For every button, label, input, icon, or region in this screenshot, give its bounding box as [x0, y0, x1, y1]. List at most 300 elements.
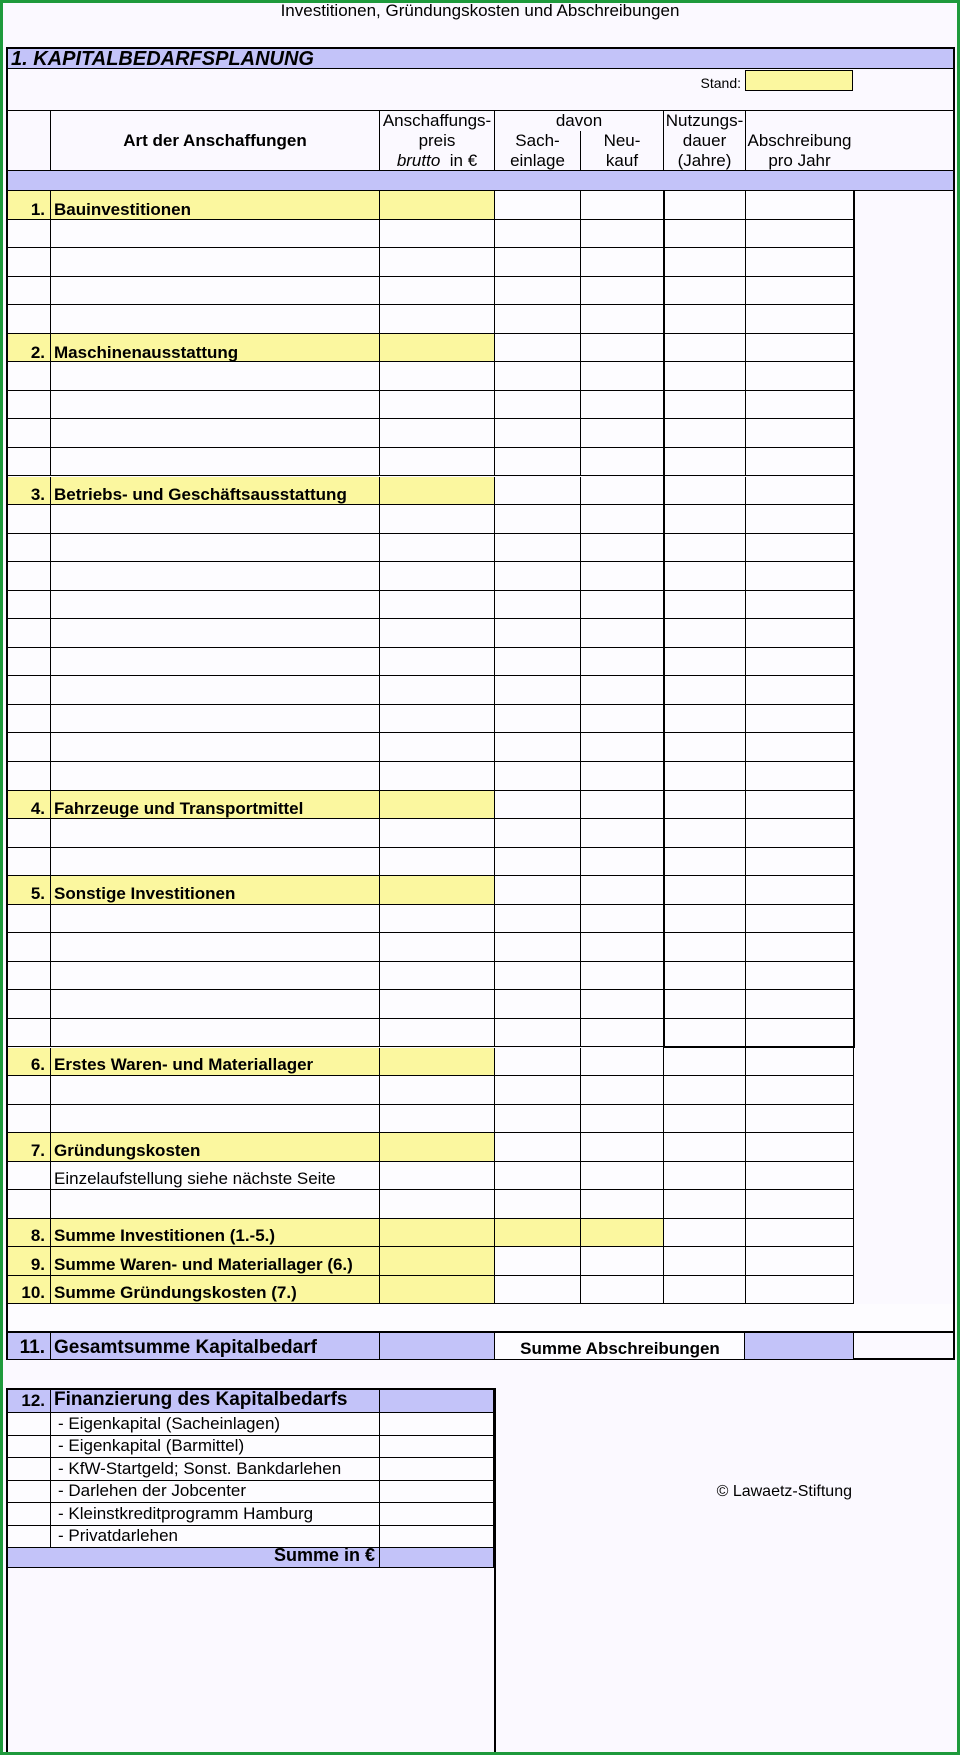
amount-cell[interactable]: [380, 277, 495, 306]
amount-cell[interactable]: [495, 334, 581, 363]
amount-cell[interactable]: [664, 1190, 746, 1219]
amount-cell[interactable]: [746, 591, 854, 620]
amount-cell[interactable]: [746, 1219, 854, 1248]
amount-cell[interactable]: [380, 1162, 495, 1191]
amount-cell[interactable]: [495, 1105, 581, 1134]
amount-cell[interactable]: [495, 819, 581, 848]
amount-cell[interactable]: [380, 591, 495, 620]
amount-cell[interactable]: [495, 391, 581, 420]
amount-cell[interactable]: [746, 933, 854, 962]
row-number-cell: [8, 648, 51, 677]
financing-label-cell: [8, 1413, 51, 1436]
amount-cell[interactable]: [581, 220, 664, 249]
row-number-cell: [8, 1076, 51, 1105]
row-label-cell: [51, 648, 380, 677]
amount-cell[interactable]: [380, 962, 495, 991]
amount-cell[interactable]: [380, 419, 495, 448]
row-number-cell: [8, 277, 51, 306]
amount-cell[interactable]: [664, 1276, 746, 1305]
amount-cell[interactable]: [380, 762, 495, 791]
amount-cell[interactable]: [664, 391, 746, 420]
amount-cell[interactable]: [581, 705, 664, 734]
stand-input[interactable]: [745, 70, 853, 91]
amount-cell[interactable]: [495, 648, 581, 677]
amount-cell[interactable]: [746, 648, 854, 677]
category-label: Gründungskosten: [54, 1141, 201, 1160]
row-number-cell: [8, 248, 51, 277]
amount-cell[interactable]: [664, 334, 746, 363]
amount-cell[interactable]: [495, 477, 581, 506]
row-number-cell: [8, 619, 51, 648]
amount-cell[interactable]: [746, 819, 854, 848]
amount-cell[interactable]: [746, 791, 854, 820]
header-nutz-1: Nutzungs-: [665, 111, 744, 130]
sum-number: 10.: [21, 1283, 45, 1302]
amount-cell[interactable]: [664, 905, 746, 934]
amount-cell[interactable]: [495, 762, 581, 791]
total-abschreibungen-label: Summe Abschreibungen: [520, 1339, 720, 1358]
amount-cell[interactable]: [581, 962, 664, 991]
amount-cell[interactable]: [495, 705, 581, 734]
amount-cell[interactable]: [495, 591, 581, 620]
amount-cell[interactable]: [495, 191, 581, 220]
row-label-cell: [51, 1190, 380, 1219]
page-title: Investitionen, Gründungskosten und Abschreibungen: [280, 1, 680, 20]
amount-cell[interactable]: [495, 220, 581, 249]
sum-number: 8.: [30, 1226, 45, 1245]
category-label: Betriebs- und Geschäftsausstattung: [54, 485, 347, 504]
amount-cell[interactable]: [495, 248, 581, 277]
category-label: Erstes Waren- und Materiallager: [54, 1055, 314, 1074]
amount-cell[interactable]: [746, 762, 854, 791]
row-number-cell: [8, 733, 51, 762]
amount-cell[interactable]: [581, 1019, 664, 1048]
stand-label: Stand:: [700, 75, 741, 91]
amount-cell[interactable]: [746, 248, 854, 277]
financing-item: - Kleinstkreditprogramm Hamburg: [58, 1504, 314, 1523]
financing-item: - KfW-Startgeld; Sonst. Bankdarlehen: [58, 1459, 342, 1478]
amount-cell[interactable]: [380, 676, 495, 705]
amount-cell[interactable]: [581, 334, 664, 363]
amount-cell[interactable]: [664, 477, 746, 506]
amount-cell[interactable]: [746, 733, 854, 762]
amount-cell[interactable]: [380, 1247, 495, 1276]
header-nutz-2: dauer: [682, 131, 727, 150]
amount-cell[interactable]: [746, 220, 854, 249]
amount-cell[interactable]: [495, 448, 581, 477]
amount-cell[interactable]: [581, 248, 664, 277]
row-number-cell: [8, 848, 51, 877]
header-preis-3: [380, 151, 494, 171]
amount-cell[interactable]: [380, 534, 495, 563]
amount-cell[interactable]: [495, 676, 581, 705]
financing-label-cell: [8, 1481, 51, 1503]
amount-cell[interactable]: [495, 933, 581, 962]
amount-cell[interactable]: [664, 305, 746, 334]
sum-label: Summe Waren- und Materiallager (6.): [54, 1255, 353, 1274]
amount-cell[interactable]: [380, 1048, 495, 1077]
amount-cell[interactable]: [380, 848, 495, 877]
header-preis-1: Anschaffungs-: [382, 111, 492, 130]
amount-cell[interactable]: [664, 191, 746, 220]
row-label-cell: [51, 990, 380, 1019]
amount-cell[interactable]: [380, 191, 495, 220]
row-label-cell: [51, 1019, 380, 1048]
amount-cell[interactable]: [495, 1133, 581, 1162]
amount-cell[interactable]: [495, 1219, 581, 1248]
amount-cell[interactable]: [380, 933, 495, 962]
financing-amount-cell[interactable]: [380, 1436, 494, 1458]
category-label: Bauinvestitionen: [54, 200, 191, 219]
amount-cell[interactable]: [664, 534, 746, 563]
row-number-cell: [8, 220, 51, 249]
amount-cell[interactable]: [380, 648, 495, 677]
amount-cell[interactable]: [746, 477, 854, 506]
header-abschr-2: pro Jahr: [768, 151, 831, 170]
amount-cell[interactable]: [495, 505, 581, 534]
amount-cell[interactable]: [581, 1048, 664, 1077]
amount-cell[interactable]: [380, 619, 495, 648]
amount-cell[interactable]: [664, 762, 746, 791]
amount-cell[interactable]: [746, 362, 854, 391]
amount-cell[interactable]: [380, 248, 495, 277]
category-number: 5.: [30, 884, 45, 903]
amount-cell[interactable]: [495, 876, 581, 905]
amount-cell[interactable]: [380, 791, 495, 820]
amount-cell[interactable]: [380, 1276, 495, 1305]
amount-cell[interactable]: [380, 305, 495, 334]
amount-cell[interactable]: [664, 419, 746, 448]
amount-cell[interactable]: [380, 1076, 495, 1105]
amount-cell[interactable]: [746, 848, 854, 877]
row-label-cell: [51, 848, 380, 877]
financing-item: - Eigenkapital (Sacheinlagen): [58, 1414, 281, 1433]
category-number: 7.: [30, 1141, 45, 1160]
amount-cell[interactable]: [746, 1247, 854, 1276]
amount-cell[interactable]: [581, 990, 664, 1019]
amount-cell[interactable]: [664, 277, 746, 306]
amount-cell[interactable]: [581, 477, 664, 506]
category-number: 3.: [30, 485, 45, 504]
sum-label: Summe Investitionen (1.-5.): [54, 1226, 276, 1245]
amount-cell[interactable]: [581, 362, 664, 391]
row-label-cell: [51, 362, 380, 391]
amount-cell[interactable]: [581, 305, 664, 334]
amount-cell[interactable]: [581, 791, 664, 820]
amount-cell[interactable]: [581, 619, 664, 648]
row-number-cell: [8, 933, 51, 962]
row-label-cell: [51, 505, 380, 534]
amount-cell[interactable]: [746, 962, 854, 991]
amount-cell[interactable]: [664, 1048, 746, 1077]
row-label-cell: [51, 676, 380, 705]
amount-cell[interactable]: [746, 448, 854, 477]
row-number-cell: [8, 448, 51, 477]
header-nutz-3: (Jahre): [677, 151, 732, 170]
amount-cell[interactable]: [746, 1048, 854, 1077]
amount-cell[interactable]: [664, 619, 746, 648]
row-label-cell: [51, 1105, 380, 1134]
amount-cell[interactable]: [380, 1019, 495, 1048]
financing-label-cell: [8, 1548, 51, 1568]
amount-cell[interactable]: [664, 1219, 746, 1248]
amount-cell[interactable]: [581, 191, 664, 220]
financing-amount-cell[interactable]: [380, 1481, 494, 1503]
amount-cell[interactable]: [664, 1019, 746, 1048]
financing-amount-cell[interactable]: [380, 1548, 494, 1568]
amount-cell[interactable]: [746, 277, 854, 306]
row-number-cell: [8, 705, 51, 734]
amount-cell[interactable]: [664, 505, 746, 534]
amount-cell[interactable]: [581, 733, 664, 762]
amount-cell[interactable]: [380, 705, 495, 734]
amount-cell[interactable]: [581, 905, 664, 934]
amount-cell[interactable]: [746, 562, 854, 591]
amount-cell[interactable]: [495, 1190, 581, 1219]
amount-cell[interactable]: [746, 305, 854, 334]
row-label-cell: [51, 705, 380, 734]
amount-cell[interactable]: [380, 505, 495, 534]
category-label: Fahrzeuge und Transportmittel: [54, 799, 304, 818]
amount-cell[interactable]: [495, 1247, 581, 1276]
financing-amount-cell[interactable]: [380, 1413, 494, 1436]
amount-cell[interactable]: [581, 562, 664, 591]
row-number-cell: [8, 1105, 51, 1134]
amount-cell[interactable]: [664, 1133, 746, 1162]
amount-cell[interactable]: [746, 391, 854, 420]
amount-cell[interactable]: [664, 220, 746, 249]
amount-cell[interactable]: [495, 905, 581, 934]
amount-cell[interactable]: [495, 562, 581, 591]
amount-cell[interactable]: [495, 990, 581, 1019]
financing-amount-cell[interactable]: [380, 1503, 494, 1526]
amount-cell[interactable]: [581, 819, 664, 848]
amount-cell[interactable]: [380, 905, 495, 934]
amount-cell[interactable]: [380, 334, 495, 363]
amount-cell[interactable]: [380, 362, 495, 391]
amount-cell[interactable]: [495, 419, 581, 448]
amount-cell[interactable]: [746, 705, 854, 734]
amount-cell[interactable]: [380, 876, 495, 905]
amount-cell[interactable]: [581, 1133, 664, 1162]
total-label: Gesamtsumme Kapitalbedarf: [54, 1337, 317, 1358]
amount-cell[interactable]: [664, 962, 746, 991]
amount-cell[interactable]: [581, 676, 664, 705]
row-label-cell: [51, 733, 380, 762]
header-spacer: [8, 171, 953, 191]
amount-cell[interactable]: [664, 848, 746, 877]
amount-cell[interactable]: [664, 1247, 746, 1276]
amount-cell[interactable]: [581, 933, 664, 962]
amount-cell[interactable]: [581, 1105, 664, 1134]
amount-cell[interactable]: [495, 791, 581, 820]
financing-item: - Eigenkapital (Barmittel): [58, 1436, 245, 1455]
amount-cell[interactable]: [746, 1276, 854, 1305]
amount-cell[interactable]: [495, 1048, 581, 1077]
amount-cell[interactable]: [380, 562, 495, 591]
amount-cell[interactable]: [581, 1276, 664, 1305]
amount-cell[interactable]: [380, 733, 495, 762]
amount-cell[interactable]: [581, 534, 664, 563]
amount-cell[interactable]: [746, 334, 854, 363]
row-number-cell: [8, 419, 51, 448]
amount-cell[interactable]: [664, 1076, 746, 1105]
amount-cell[interactable]: [495, 534, 581, 563]
amount-cell[interactable]: [746, 676, 854, 705]
amount-cell[interactable]: [664, 448, 746, 477]
amount-cell[interactable]: [664, 733, 746, 762]
amount-cell[interactable]: [380, 1105, 495, 1134]
amount-cell[interactable]: [495, 1076, 581, 1105]
amount-cell[interactable]: [664, 248, 746, 277]
amount-cell[interactable]: [581, 762, 664, 791]
row-label-cell: [51, 248, 380, 277]
amount-cell[interactable]: [380, 1219, 495, 1248]
amount-cell[interactable]: [581, 277, 664, 306]
amount-cell[interactable]: [581, 1247, 664, 1276]
amount-cell[interactable]: [746, 534, 854, 563]
amount-cell[interactable]: [664, 676, 746, 705]
amount-cell[interactable]: [746, 876, 854, 905]
row-number-cell: [8, 905, 51, 934]
financing-label-cell: [8, 1436, 51, 1458]
amount-cell[interactable]: [380, 391, 495, 420]
row-label-cell: [51, 819, 380, 848]
amount-cell[interactable]: [581, 391, 664, 420]
row-number-cell: [8, 990, 51, 1019]
row-label-cell: [51, 619, 380, 648]
row-label-cell: [51, 391, 380, 420]
row-label-cell: [51, 962, 380, 991]
amount-cell[interactable]: [664, 362, 746, 391]
total-value-cell[interactable]: [380, 1333, 495, 1360]
amount-cell[interactable]: [495, 733, 581, 762]
row-number-cell: [8, 305, 51, 334]
amount-cell[interactable]: [746, 905, 854, 934]
amount-cell[interactable]: [380, 1133, 495, 1162]
amount-cell[interactable]: [581, 648, 664, 677]
amount-cell[interactable]: [664, 1162, 746, 1191]
amount-cell[interactable]: [495, 305, 581, 334]
row-label-cell: [51, 933, 380, 962]
amount-cell[interactable]: [581, 1219, 664, 1248]
amount-cell[interactable]: [746, 505, 854, 534]
amount-cell[interactable]: [664, 791, 746, 820]
category-label: Sonstige Investitionen: [54, 884, 236, 903]
amount-cell[interactable]: [380, 819, 495, 848]
row-number-cell: [8, 591, 51, 620]
row-number-cell: [8, 534, 51, 563]
financing-amount-cell[interactable]: [380, 1458, 494, 1481]
amount-cell[interactable]: [664, 933, 746, 962]
amount-cell[interactable]: [380, 990, 495, 1019]
amount-cell[interactable]: [664, 876, 746, 905]
amount-cell[interactable]: [746, 419, 854, 448]
amount-cell[interactable]: [581, 505, 664, 534]
amount-cell[interactable]: [495, 1162, 581, 1191]
amount-cell[interactable]: [664, 819, 746, 848]
header-neu-2: kauf: [605, 151, 639, 170]
amount-cell[interactable]: [746, 191, 854, 220]
financing-item: - Darlehen der Jobcenter: [58, 1481, 247, 1500]
amount-cell[interactable]: [664, 705, 746, 734]
row-number-cell: [8, 962, 51, 991]
financing-label-cell: [8, 1458, 51, 1481]
amount-cell[interactable]: [581, 1076, 664, 1105]
amount-cell[interactable]: [664, 990, 746, 1019]
amount-cell[interactable]: [746, 990, 854, 1019]
row-label-cell: [51, 1076, 380, 1105]
amount-cell[interactable]: [664, 562, 746, 591]
row-label-cell: [51, 220, 380, 249]
financing-amount-cell[interactable]: [380, 1526, 494, 1548]
amount-cell[interactable]: [495, 1276, 581, 1305]
header-neu-1: Neu-: [603, 131, 641, 150]
gruendung-note: Einzelaufstellung siehe nächste Seite: [54, 1169, 336, 1188]
amount-cell[interactable]: [746, 1076, 854, 1105]
amount-cell[interactable]: [746, 1105, 854, 1134]
amount-cell[interactable]: [664, 648, 746, 677]
amount-cell[interactable]: [495, 848, 581, 877]
row-label-cell: [51, 305, 380, 334]
amount-cell[interactable]: [495, 619, 581, 648]
amount-cell[interactable]: [746, 1190, 854, 1219]
financing-number: 12.: [21, 1391, 45, 1410]
amount-cell[interactable]: [380, 448, 495, 477]
row-number-cell: [8, 562, 51, 591]
amount-cell[interactable]: [495, 1019, 581, 1048]
amount-cell[interactable]: [664, 591, 746, 620]
financing-label-cell: [8, 1526, 51, 1548]
row-number-cell: [8, 819, 51, 848]
section-title: 1. KAPITALBEDARFSPLANUNG: [11, 48, 314, 70]
category-number: 1.: [30, 200, 45, 219]
amount-cell[interactable]: [581, 1190, 664, 1219]
amount-cell[interactable]: [380, 220, 495, 249]
header-sach-1: Sach-: [515, 131, 560, 150]
amount-cell[interactable]: [746, 1019, 854, 1048]
amount-cell[interactable]: [581, 876, 664, 905]
row-number-cell: [8, 1162, 51, 1191]
amount-cell[interactable]: [581, 1162, 664, 1191]
financing-amount-cell[interactable]: [380, 1390, 494, 1413]
copyright: © Lawaetz-Stiftung: [716, 1483, 852, 1500]
category-number: 2.: [30, 343, 45, 362]
row-number-cell: [8, 391, 51, 420]
amount-cell[interactable]: [581, 591, 664, 620]
amount-cell[interactable]: [746, 1133, 854, 1162]
amount-cell[interactable]: [495, 962, 581, 991]
amount-cell[interactable]: [581, 419, 664, 448]
amount-cell[interactable]: [746, 619, 854, 648]
category-number: 4.: [30, 799, 45, 818]
amount-cell[interactable]: [380, 477, 495, 506]
row-label-cell: [51, 905, 380, 934]
financing-title: Finanzierung des Kapitalbedarfs: [54, 1389, 348, 1410]
amount-cell[interactable]: [495, 362, 581, 391]
row-label-cell: [51, 534, 380, 563]
header-preis-brutto: brutto: [396, 151, 441, 170]
amount-cell[interactable]: [581, 448, 664, 477]
amount-cell[interactable]: [581, 848, 664, 877]
header-abschr-1: Abschreibung: [747, 131, 852, 150]
amount-cell[interactable]: [380, 1190, 495, 1219]
amount-cell[interactable]: [664, 1105, 746, 1134]
amount-cell[interactable]: [746, 1162, 854, 1191]
amount-cell[interactable]: [495, 277, 581, 306]
total-value-cell[interactable]: [745, 1333, 854, 1360]
financing-sum-label: Summe in €: [273, 1545, 375, 1565]
